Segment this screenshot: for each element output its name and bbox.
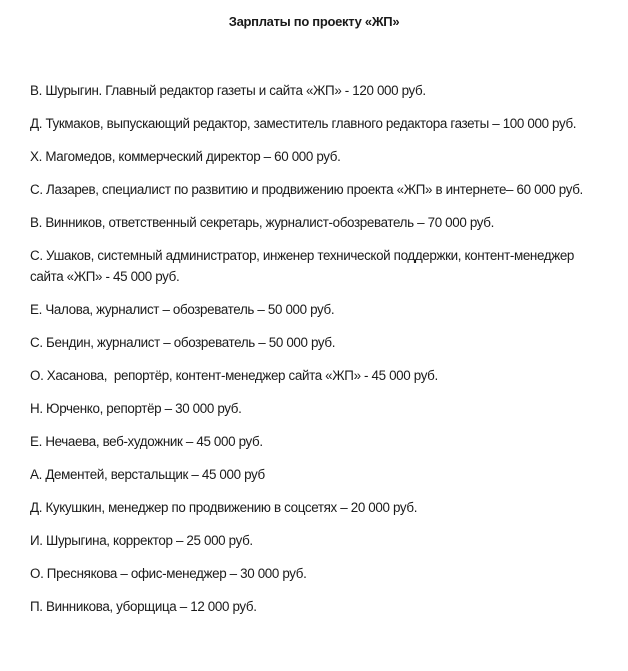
salary-item: Е. Чалова, журналист – обозреватель – 50 000 руб.	[30, 302, 335, 317]
salary-item: В. Шурыгин. Главный редактор газеты и сайта «ЖП» - 120 000 руб.	[30, 83, 426, 98]
salary-item: С. Лазарев, специалист по развитию и продвижению проекта «ЖП» в интернете– 60 000 руб.	[30, 182, 583, 197]
salary-item: Е. Нечаева, веб-художник – 45 000 руб.	[30, 434, 263, 449]
salary-item: О. Преснякова – офис-менеджер – 30 000 руб.	[30, 566, 307, 581]
salary-item: Н. Юрченко, репортёр – 30 000 руб.	[30, 401, 242, 416]
salary-item: С. Бендин, журналист – обозреватель – 50 000 руб.	[30, 335, 336, 350]
salary-item: П. Винникова, уборщица – 12 000 руб.	[30, 599, 257, 614]
salary-item: А. Дементей, верстальщик – 45 000 руб	[30, 467, 265, 482]
document-title: Зарплаты по проекту «ЖП»	[228, 14, 400, 29]
salary-item: И. Шурыгина, корректор – 25 000 руб.	[30, 533, 253, 548]
salary-list	[30, 80, 600, 629]
salary-item: Д. Кукушкин, менеджер по продвижению в соцсетях – 20 000 руб.	[30, 500, 418, 515]
salary-item: Д. Тукмаков, выпускающий редактор, заместитель главного редактора газеты – 100 000 руб.	[30, 116, 577, 131]
salary-item: Х. Магомедов, коммерческий директор – 60 000 руб.	[30, 149, 341, 164]
salary-item: О. Хасанова, репортёр, контент-менеджер сайта «ЖП» - 45 000 руб.	[30, 368, 438, 383]
salary-item: В. Винников, ответственный секретарь, журналист-обозреватель – 70 000 руб.	[30, 215, 494, 230]
salary-item: С. Ушаков, системный администратор, инженер технической поддержки, контент-менеджер сайта «ЖП» - 45 000 руб.	[30, 248, 578, 284]
